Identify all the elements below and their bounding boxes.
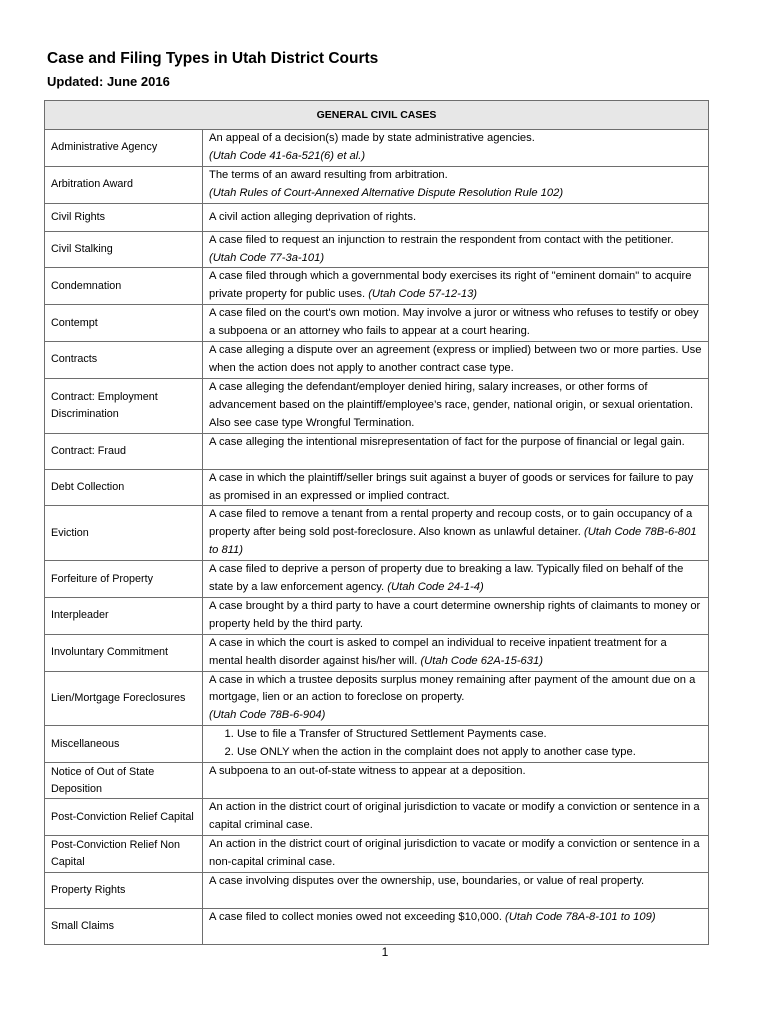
case-description-cell	[203, 872, 709, 908]
table-heading: GENERAL CIVIL CASES	[45, 101, 709, 130]
description-text: A case filed through which a governmental body exercises its right of "eminent domain" to acquire private property for public uses.	[209, 270, 692, 301]
table-row	[45, 130, 709, 167]
description-text: A case in which the court is asked to compel an individual to receive inpatient treatment for a mental health disorder against his/her will.	[209, 636, 667, 667]
case-description-cell	[203, 166, 709, 203]
code-citation: (Utah Code 78B-6-904)	[209, 709, 326, 722]
case-type-cell: Involuntary Commitment	[45, 634, 203, 671]
case-types-table	[44, 100, 709, 945]
description-text: An action in the district court of original jurisdiction to vacate or modify a conviction or sentence in a capital criminal case.	[209, 801, 700, 831]
table-row	[45, 835, 709, 872]
table-row	[45, 726, 709, 763]
case-description-cell	[203, 378, 709, 433]
code-citation: (Utah Rules of Court-Annexed Alternative Dispute Resolution Rule 102)	[209, 186, 564, 199]
case-type-cell: Post-Conviction Relief Non Capital	[45, 835, 203, 872]
code-citation: (Utah Code 78B-6-801 to 811)	[209, 526, 697, 557]
description-text: A case alleging the intentional misrepresentation of fact for the purpose of financial or legal gain.	[209, 435, 685, 448]
case-type-cell: Miscellaneous	[45, 726, 203, 763]
table-row	[45, 634, 709, 671]
table-row	[45, 231, 709, 268]
case-rows	[45, 130, 709, 945]
table-row	[45, 872, 709, 908]
case-type-cell: Contracts	[45, 342, 203, 379]
table-row	[45, 561, 709, 598]
table-row	[45, 763, 709, 799]
case-description-cell	[203, 506, 709, 561]
table-row	[45, 671, 709, 726]
description-text: A case filed to deprive a person of property due to breaking a law. Typically filed on behalf of the state by a law enforcement agency.	[209, 563, 684, 594]
description-text: An action in the district court of original jurisdiction to vacate or modify a conviction or sentence in a non-capital criminal case.	[209, 837, 700, 868]
code-citation: (Utah Code 41-6a-521(6) et al.)	[209, 149, 366, 162]
code-citation: (Utah Code 77-3a-101)	[209, 251, 325, 264]
case-description-cell	[203, 561, 709, 598]
case-description-cell	[203, 634, 709, 671]
table-header-row	[45, 101, 709, 130]
description-text: A case filed to collect monies owed not exceeding $10,000.	[209, 910, 506, 923]
table-row	[45, 597, 709, 634]
case-description-cell	[203, 342, 709, 379]
case-description-cell	[203, 231, 709, 268]
case-description-cell	[203, 130, 709, 167]
code-citation: (Utah Code 62A-15-631)	[420, 654, 543, 667]
description-list-item: 1. Use to file a Transfer of Structured Settlement Payments case.	[237, 726, 702, 744]
case-description-cell	[203, 763, 709, 799]
case-description-cell	[203, 203, 709, 231]
case-type-cell: Contract: Employment Discrimination	[45, 378, 203, 433]
description-text: An appeal of a decision(s) made by state administrative agencies.	[209, 132, 535, 144]
description-text: A case in which the plaintiff/seller brings suit against a buyer of goods or services for failure to pay as promised in an expressed or implied contract.	[209, 471, 694, 502]
case-type-cell: Interpleader	[45, 597, 203, 634]
case-description-cell	[203, 469, 709, 506]
code-citation: (Utah Code 78A-8-101 to 109)	[505, 910, 656, 923]
table-row	[45, 378, 709, 433]
table-row	[45, 433, 709, 469]
description-text: A case filed to request an injunction to restrain the respondent from contact with the petitioner.	[209, 233, 674, 246]
page-number: 1	[381, 945, 389, 959]
case-description-cell	[203, 305, 709, 342]
case-type-cell: Civil Rights	[45, 203, 203, 231]
case-type-cell: Civil Stalking	[45, 231, 203, 268]
description-list-item: 2. Use ONLY when the action in the complaint does not apply to another case type.	[237, 744, 702, 762]
description-text: A civil action alleging deprivation of rights.	[209, 210, 417, 223]
case-description-cell	[203, 268, 709, 305]
case-description-cell	[203, 671, 709, 726]
case-type-cell: Property Rights	[45, 872, 203, 908]
case-description-cell	[203, 835, 709, 872]
description-text: A case alleging the defendant/employer denied hiring, salary increases, or other forms of advancement based on the plaintiff/employee’s race, gender, national origin, or sexual orientation. Also see case type Wrongful Termination.	[209, 380, 694, 429]
description-text: A case alleging a dispute over an agreement (express or implied) between two or more parties. Use when the action does not apply to another contract case type.	[209, 344, 702, 374]
table-row	[45, 469, 709, 506]
case-description-cell	[203, 726, 709, 763]
description-text: A case involving disputes over the ownership, use, boundaries, or value of real property.	[209, 874, 645, 887]
case-type-cell: Administrative Agency	[45, 130, 203, 167]
code-citation: (Utah Code 24-1-4)	[387, 581, 484, 594]
table-row	[45, 908, 709, 944]
description-text: A case filed to remove a tenant from a rental property and recoup costs, or to gain occupancy of a property after being sold post-foreclosure. Also known as unlawful detainer.	[209, 508, 693, 539]
document-subtitle: Updated: June 2016	[47, 74, 170, 89]
case-description-cell	[203, 597, 709, 634]
description-text: A case in which a trustee deposits surplus money remaining after payment of the amount due on a mortgage, lien or an action to foreclose on property.	[209, 673, 696, 704]
table-row	[45, 166, 709, 203]
description-text: A case brought by a third party to have a court determine ownership rights of claimants to money or property held by the third party.	[209, 599, 701, 630]
document-title: Case and Filing Types in Utah District Courts	[47, 50, 379, 67]
description-text: The terms of an award resulting from arbitration.	[209, 168, 448, 181]
case-type-cell: Debt Collection	[45, 469, 203, 506]
case-type-cell: Condemnation	[45, 268, 203, 305]
description-text: A subpoena to an out-of-state witness to appear at a deposition.	[209, 765, 526, 778]
case-type-cell: Notice of Out of State Deposition	[45, 763, 203, 799]
case-description-cell	[203, 799, 709, 836]
case-description-cell	[203, 908, 709, 944]
case-description-cell	[203, 433, 709, 469]
table-row	[45, 342, 709, 379]
case-type-cell: Forfeiture of Property	[45, 561, 203, 598]
case-type-cell: Small Claims	[45, 908, 203, 944]
description-list	[209, 726, 702, 762]
table-row	[45, 305, 709, 342]
case-type-cell: Post-Conviction Relief Capital	[45, 799, 203, 836]
case-type-cell: Eviction	[45, 506, 203, 561]
case-type-cell: Contempt	[45, 305, 203, 342]
case-type-cell: Lien/Mortgage Foreclosures	[45, 671, 203, 726]
case-type-cell: Contract: Fraud	[45, 433, 203, 469]
table-row	[45, 799, 709, 836]
case-type-cell: Arbitration Award	[45, 166, 203, 203]
code-citation: (Utah Code 57-12-13)	[368, 288, 478, 301]
table-row	[45, 506, 709, 561]
table-row	[45, 268, 709, 305]
table-row	[45, 203, 709, 231]
description-text: A case filed on the court's own motion. May involve a juror or witness who refuses to testify or obey a subpoena or an attorney who fails to appear at a court hearing.	[209, 307, 699, 338]
